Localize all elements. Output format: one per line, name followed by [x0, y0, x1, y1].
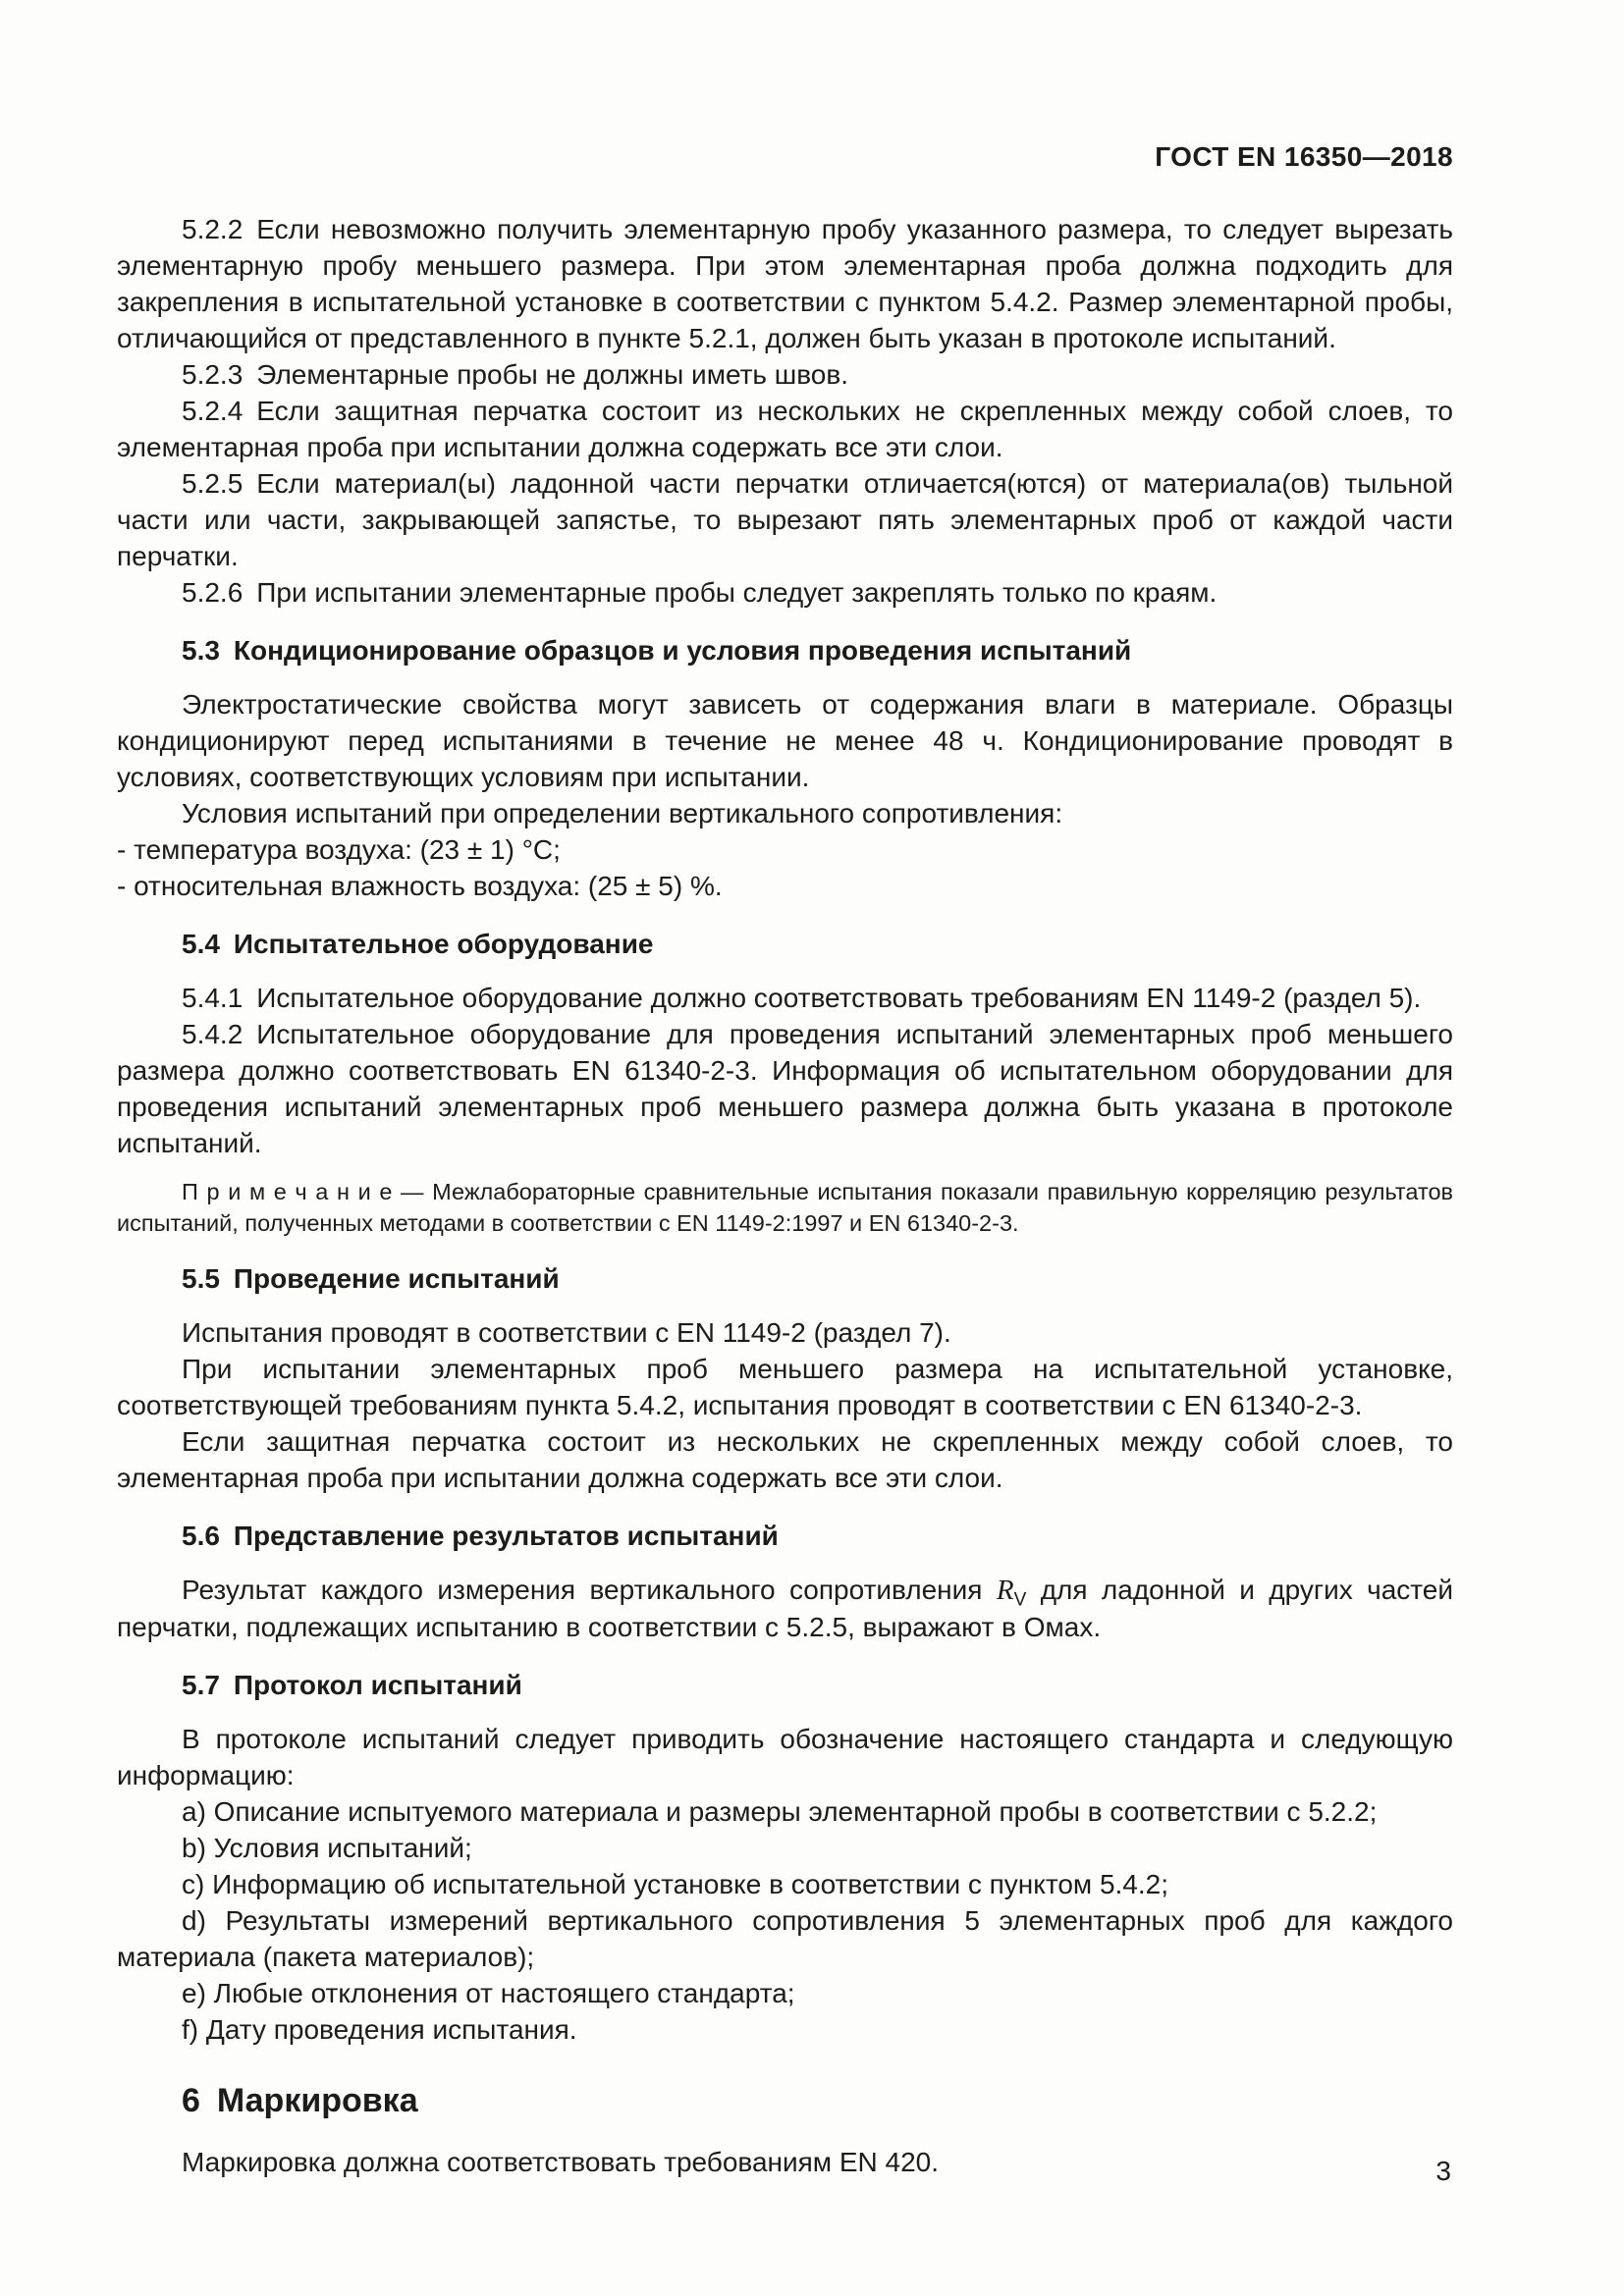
paragraph-5-5-2: При испытании элементарных проб меньшего размера на испытательной установке, соответствующей требованиям пункта 5.4.2, испытания проводят в соответствии с EN 61340-2-3. [117, 1354, 1453, 1420]
paragraph-5-3-conditions-intro: Условия испытаний при определении вертикального сопротивления: [182, 798, 1063, 828]
list-item-humidity: - относительная влажность воздуха: (25 ± 5) %. [117, 871, 723, 901]
protocol-item-c: c) Информацию об испытательной установке в соответствии с пунктом 5.4.2; [182, 1869, 1168, 1899]
heading-5-6: 5.6 Представление результатов испытаний [182, 1521, 779, 1551]
paragraph-5-5-3: Если защитная перчатка состоит из нескольких не скрепленных между собой слоев, то элементарная проба при испытании должна содержать все эти слои. [117, 1426, 1453, 1493]
paragraph-6-marking: Маркировка должна соответствовать требованиям EN 420. [182, 2147, 939, 2177]
paragraph-5-2-3: 5.2.3 Элементарные пробы не должны иметь швов. [182, 359, 849, 390]
protocol-item-b: b) Условия испытаний; [182, 1833, 472, 1863]
paragraph-5-3-conditioning: Электростатические свойства могут зависеть от содержания влаги в материале. Образцы кондиционируют перед испытаниями в течение не менее 48 ч. Кондиционирование проводят в условиях, соответствующих условиям при испытании. [117, 689, 1453, 792]
page-number: 3 [1435, 2156, 1451, 2186]
paragraph-5-5-1: Испытания проводят в соответствии с EN 1149-2 (раздел 7). [182, 1317, 951, 1348]
rv-formula [996, 1575, 1027, 1611]
protocol-item-f: f) Дату проведения испытания. [182, 2014, 577, 2045]
paragraph-5-6-result [117, 1572, 1453, 1645]
protocol-item-e: e) Любые отклонения от настоящего стандарта; [182, 1978, 795, 2008]
paragraph-5-4-2: 5.4.2 Испытательное оборудование для проведения испытаний элементарных проб меньшего размера должно соответствовать EN 61340-2-3. Информация об испытательном оборудовании для проведения испытаний элементарных проб меньшего размера должна быть указана в протоколе испытаний. [117, 1019, 1453, 1158]
heading-5-7: 5.7 Протокол испытаний [182, 1670, 522, 1700]
heading-5-5: 5.5 Проведение испытаний [182, 1263, 560, 1294]
paragraph-5-7-intro: В протоколе испытаний следует приводить обозначение настоящего стандарта и следующую информацию: [117, 1724, 1453, 1790]
heading-5-4: 5.4 Испытательное оборудование [182, 929, 654, 959]
heading-5-3: 5.3 Кондиционирование образцов и условия проведения испытаний [182, 635, 1132, 666]
heading-6-marking: 6 Маркировка [182, 2082, 418, 2119]
list-item-temperature: - температура воздуха: (23 ± 1) °С; [117, 834, 561, 865]
paragraph-5-4-1: 5.4.1 Испытательное оборудование должно соответствовать требованиям EN 1149-2 (раздел 5). [182, 983, 1422, 1013]
rv-subscript: V [1013, 1589, 1027, 1611]
paragraph-5-2-5: 5.2.5 Если материал(ы) ладонной части перчатки отличается(ются) от материала(ов) тыльной части или части, закрывающей запястье, то вырезают пять элементарных проб от каждой части перчатки. [117, 468, 1453, 571]
result-text-after: для ладонной и других частей перчатки, подлежащих испытанию в соответствии с 5.2.5, выражают в Омах. [117, 1575, 1454, 1642]
paragraph-5-2-4: 5.2.4 Если защитная перчатка состоит из нескольких не скрепленных между собой слоев, то элементарная проба при испытании должна содержать все эти слои. [117, 396, 1453, 462]
document-body [117, 211, 1453, 2180]
rv-symbol: R [996, 1575, 1014, 1606]
note-interlab-comparison: П р и м е ч а н и е — Межлабораторные сравнительные испытания показали правильную корреляцию результатов испытаний, полученных методами в соответствии с EN 1149-2:1997 и EN 61340-2-3. [117, 1179, 1453, 1236]
running-header: ГОСТ EN 16350—2018 [1155, 141, 1453, 172]
paragraph-5-2-2: 5.2.2 Если невозможно получить элементарную пробу указанного размера, то следует вырезать элементарную пробу меньшего размера. При этом элементарная проба должна подходить для закрепления в испытательной установке в соответствии с пунктом 5.4.2. Размер элементарной пробы, отличающийся от представленного в пункте 5.2.1, должен быть указан в протоколе испытаний. [117, 214, 1453, 353]
paragraph-5-2-6: 5.2.6 При испытании элементарные пробы следует закреплять только по краям. [182, 577, 1218, 608]
protocol-item-a: a) Описание испытуемого материала и размеры элементарной пробы в соответствии с 5.2.2; [182, 1796, 1378, 1827]
protocol-item-d: d) Результаты измерений вертикального сопротивления 5 элементарных проб для каждого материала (пакета материалов); [117, 1905, 1453, 1972]
result-text-before: Результат каждого измерения вертикального сопротивления [182, 1575, 983, 1605]
